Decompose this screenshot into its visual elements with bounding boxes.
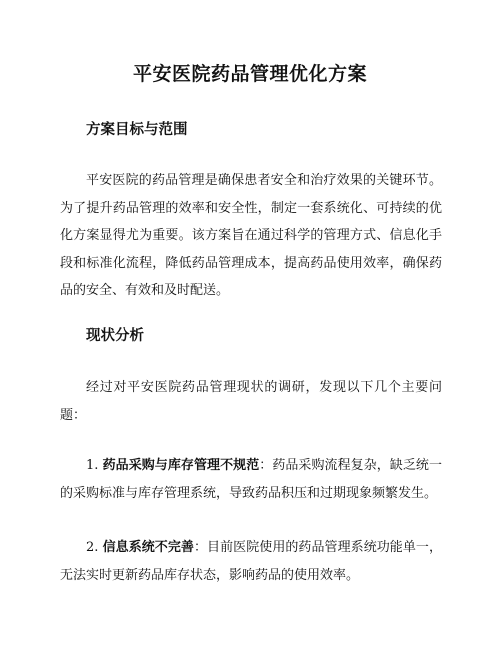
section-intro-current-analysis: 经过对平安医院药品管理现状的调研，发现以下几个主要问题： xyxy=(60,380,442,423)
section-heading-goals-scope: 方案目标与范围 xyxy=(86,122,188,138)
section-paragraph-goals-scope: 平安医院的药品管理是确保患者安全和治疗效果的关键环节。为了提升药品管理的效率和安全性，制定一套系统化、可持续的优化方案显得尤为重要。该方案旨在通过科学的管理方式、信息化手段和标准化流程，降低药品管理成本，提高药品使用效率，确保药品的安全、有效和及时配送。 xyxy=(60,173,442,298)
document-title: 平安医院药品管理优化方案 xyxy=(132,63,367,85)
issue-number: 2. xyxy=(86,540,99,555)
issue-item xyxy=(60,452,442,507)
issue-text: 目前医院使用的药品管理系统功能单一，无法实时更新药品库存状态，影响药品的使用效率。 xyxy=(60,540,442,583)
issue-number: 1. xyxy=(86,458,99,473)
issue-text: 药品采购流程复杂，缺乏统一的采购标准与库存管理系统，导致药品积压和过期现象频繁发生。 xyxy=(60,458,442,501)
issue-lead: 信息系统不完善 xyxy=(102,540,194,555)
section-heading-current-analysis: 现状分析 xyxy=(86,328,144,344)
issue-colon: ： xyxy=(193,540,208,555)
issue-lead: 药品采购与库存管理不规范 xyxy=(102,458,260,473)
issue-item xyxy=(60,534,442,589)
issue-colon: ： xyxy=(259,458,273,473)
